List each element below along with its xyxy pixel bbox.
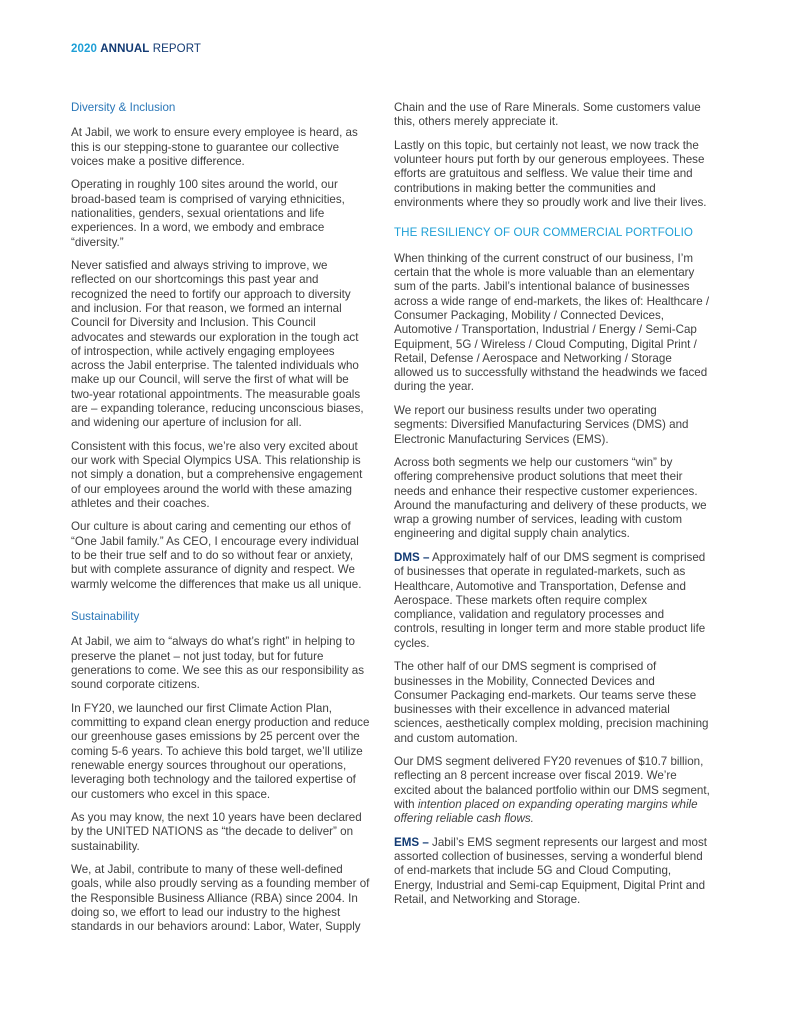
report-annual: ANNUAL: [100, 43, 150, 55]
dms-revenue-text: Our DMS segment delivered FY20 revenues of $10.7 billion, reflecting an 8 percent increase over fiscal 2019. We’re excited about the balanced portfolio within our DMS segment, with: [394, 755, 710, 812]
paragraph: Chain and the use of Rare Minerals. Some customers value this, others merely appreciate it.: [394, 101, 701, 129]
paragraph: The other half of our DMS segment is comprised of businesses in the Mobility, Connected Devices and Consumer Packaging end-markets. Our teams serve these businesses with their excellence in advanced material sciences, aesthetically complex molding, precision machining and custom automation.: [394, 660, 709, 745]
paragraph: At Jabil, we aim to “always do what’s right” in helping to preserve the planet – not just today, but for future generations to come. We see this as our responsibility as sound corporate citizens.: [71, 635, 364, 692]
portfolio-heading: THE RESILIENCY OF OUR COMMERCIAL PORTFOLIO: [394, 226, 694, 240]
paragraph: When thinking of the current construct of our business, I’m certain that the whole is more valuable than an elementary sum of the parts. Jabil’s intentional balance of businesses across a wide range of end-markets, the likes of: Healthcare / Consumer Packaging, Mobility / Connected Devices, Automotive / Transportation, Industrial / Energy / Semi-Cap Equipment, 5G / Wireless / Cloud Computing, Digital Print / Retail, Defense / Aerospace and Networking / Storage allowed us to successfully withstand the headwinds we faced during the year.: [394, 251, 710, 394]
paragraph: Never satisfied and always striving to improve, we reflected on our shortcomings this past year and recognized the need to fortify our approach to diversity and inclusion. For that reason, we formed an internal Council for Diversity and Inclusion. This Council advocates and stewards our exploration in the tough act of introspection, while actively engaging employees across the Jabil enterprise. The talented individuals who make up our Council, will serve the first of what will be two-year rotational appointments. The measurable goals are – expanding tolerance, reducing unconscious biases, and widening our aperture of inclusion for all.: [71, 259, 364, 430]
report-header: [71, 43, 201, 55]
dms-paragraph: [394, 551, 710, 651]
paragraph: Our culture is about caring and cementing our ethos of “One Jabil family.” As CEO, I encourage every individual to be their true self and to do so without fear or anxiety, but with complete assurance of dignity and respect. We warmly welcome the differences that make us all unique.: [71, 520, 362, 591]
ems-paragraph: [394, 836, 710, 907]
paragraph: At Jabil, we work to ensure every employee is heard, as this is our stepping-stone to guarantee our collective voices make a positive difference.: [71, 126, 358, 168]
dms-revenue-italic: intention placed on expanding operating margins while offering reliable cash flows.: [394, 798, 698, 826]
ems-lead: EMS –: [394, 835, 429, 849]
left-column: [71, 101, 371, 944]
dms-lead: DMS –: [394, 550, 430, 564]
report-label: REPORT: [152, 43, 202, 55]
paragraph: As you may know, the next 10 years have been declared by the UNITED NATIONS as “the decade to deliver” on sustainability.: [71, 811, 362, 853]
paragraph: Across both segments we help our customers “win” by offering comprehensive product solutions that meet their needs and enhance their respective customer experiences. Around the manufacturing and delivery of these products, we wrap a growing number of services, leading with custom engineering and digital supply chain analytics.: [394, 455, 707, 541]
paragraph: We, at Jabil, contribute to many of these well-defined goals, while also proudly serving as a founding member of the Responsible Business Alliance (RBA) since 2004. In doing so, we effort to lead our industry to the highest standards in our behaviors around: Labor, Water, Supply: [71, 863, 370, 934]
paragraph: In FY20, we launched our first Climate Action Plan, committing to expand clean energy production and reduce our greenhouse gases emissions by 25 percent over the coming 5-6 years. To achieve this bold target, we’ll utilize renewable energy sources throughout our operations, leveraging both technology and the tailored expertise of our customers who excel in this space.: [71, 701, 370, 801]
diversity-heading: Diversity & Inclusion: [71, 101, 176, 114]
paragraph: Lastly on this topic, but certainly not least, we now track the volunteer hours put forth by our generous employees. These efforts are gratuitous and selfless. We value their time and contributions in making better the communities and environments where they so proudly work and live their lives.: [394, 138, 707, 209]
sustainability-heading: Sustainability: [71, 610, 140, 624]
dms-revenue-paragraph: [394, 755, 710, 826]
ems-text: Jabil’s EMS segment represents our largest and most assorted collection of businesses, serving a wonderful blend of end-markets that include 5G and Cloud Computing, Energy, Industrial and Semi-cap Equipment, Digital Print and Retail, and Networking and Storage.: [394, 835, 707, 907]
paragraph: We report our business results under two operating segments: Diversified Manufacturing Services (DMS) and Electronic Manufacturing Services (EMS).: [394, 403, 689, 446]
report-year: 2020: [71, 43, 97, 55]
right-column: [394, 101, 710, 917]
dms-text: Approximately half of our DMS segment is comprised of businesses that operate in regulated-markets, such as Healthcare, Automotive and Transportation, Defense and Aerospace. These markets often require complex compliance, validation and regulatory processes and controls, resulting in longer term and more stable product life cycles.: [394, 550, 706, 650]
paragraph: Operating in roughly 100 sites around the world, our broad-based team is comprised of varying ethnicities, nationalities, genders, sexual orientations and life experiences. In a word, we embody and embrace “diversity.”: [71, 178, 345, 249]
paragraph: Consistent with this focus, we’re also very excited about our work with Special Olympics USA. This relationship is not simply a donation, but a comprehensive engagement of our employees around the world with these amazing athletes and their coaches.: [71, 439, 363, 510]
